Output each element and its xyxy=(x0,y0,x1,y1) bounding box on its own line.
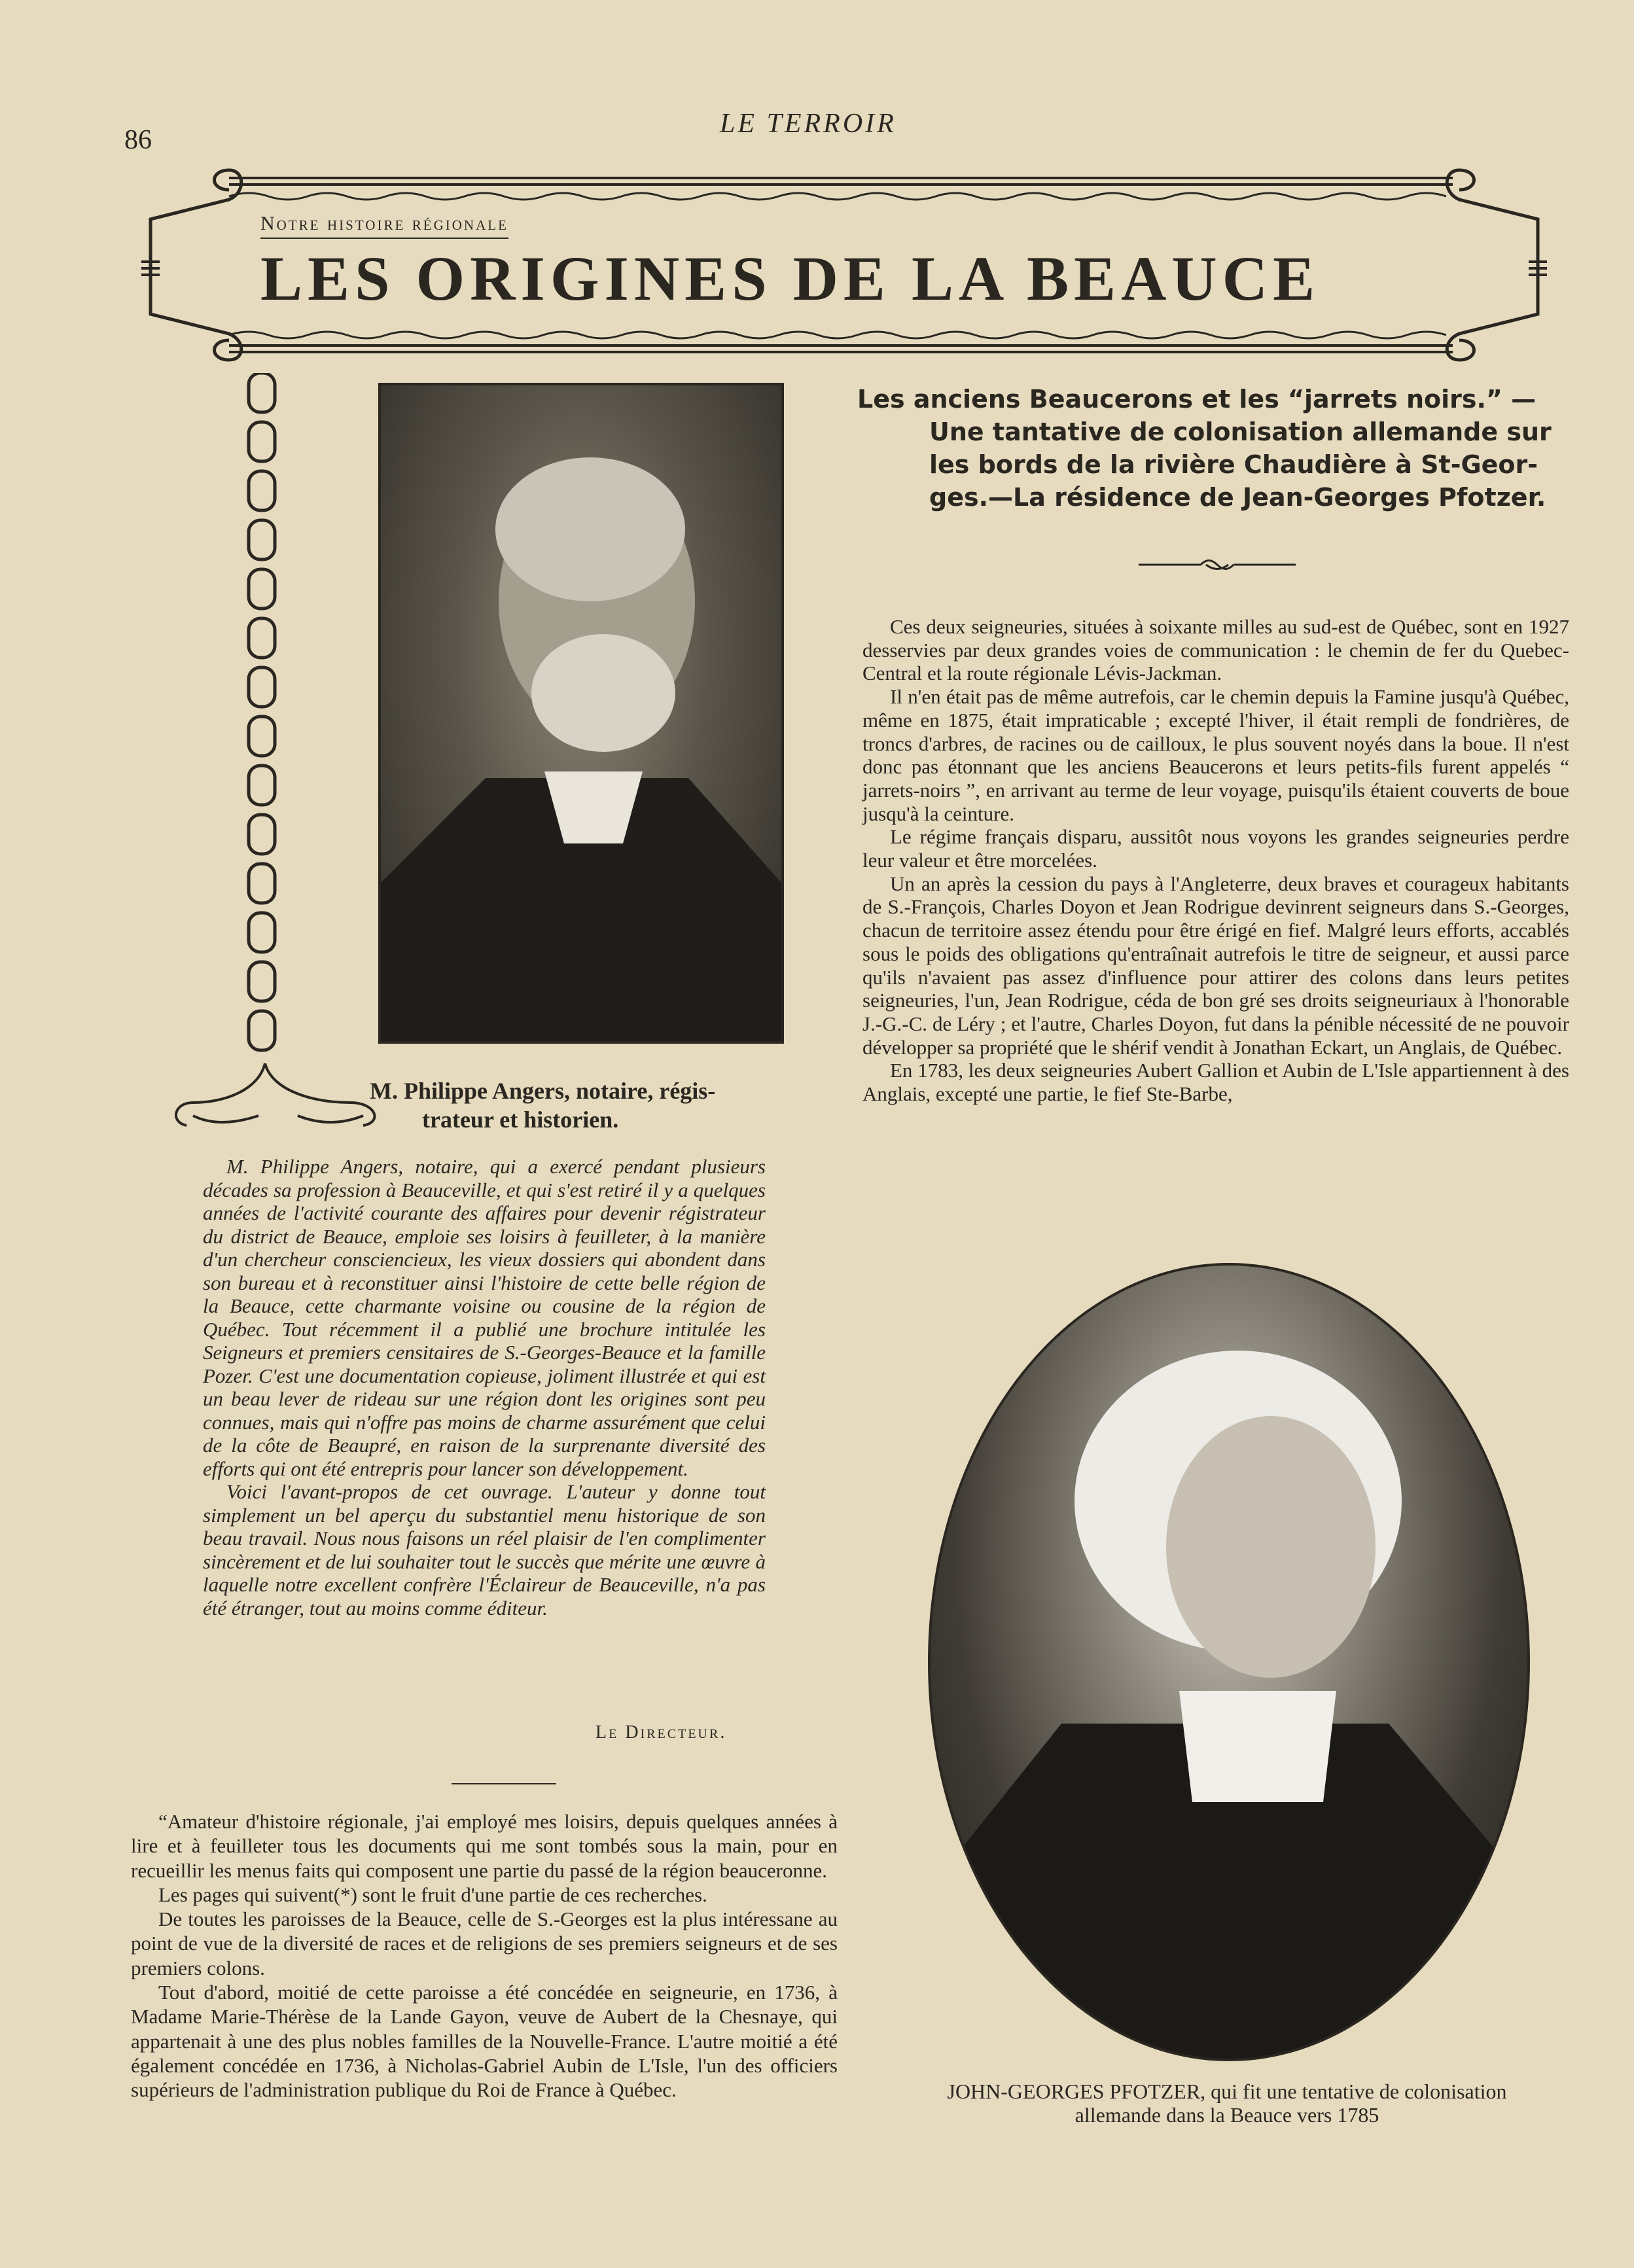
section-divider xyxy=(452,1783,556,1784)
corner-flourish xyxy=(167,1063,402,1135)
body-column-right xyxy=(862,615,1569,1106)
body-paragraph: De toutes les paroisses de la Beauce, celle de S.-Georges est la plus intéressane au point de vue de la diversité de races et de religions de ses premiers seigneurs et de ses premiers colons. xyxy=(131,1907,838,1979)
body-paragraph: En 1783, les deux seigneuries Aubert Gallion et Aubin de L'Isle appartiennent à des Anglais, excepté une partie, le fief Ste-Barbe, xyxy=(862,1059,1569,1106)
editor-signature: Le Directeur. xyxy=(595,1722,727,1743)
body-paragraph: Le régime français disparu, aussitôt nous voyons les grandes seigneuries perdre leur valeur et être morcelées. xyxy=(862,825,1569,872)
subtitle-line: Une tantative de colonisation allemande sur xyxy=(929,417,1552,446)
portrait1-caption-line1: M. Philippe Angers, notaire, régis- xyxy=(370,1078,716,1104)
article-title: LES ORIGINES DE LA BEAUCE xyxy=(260,243,1321,313)
intro-paragraph: M. Philippe Angers, notaire, qui a exercé pendant plusieurs décades sa profession à Beauceville, et qui s'est retiré il y a quelques années de l'activité courante des affaires pour devenir régistrateur du district de Beauce, emploie ses loisirs à feuilleter, à la manière d'un chercheur consciencieux, les vieux dossiers qui abondent dans son bureau et à reconstituer ainsi l'histoire de cette belle région de la Beauce, cette charmante voisine ou cousine de la région de Québec. Tout récemment il a publié une brochure intitulée les Seigneurs et premiers censitaires de S.-Georges-Beauce et la famille Pozer. C'est une documentation copieuse, joliment illustrée et qui est un beau lever de rideau sur une région dont les origines sont peu connues, mais qui n'offre pas moins de charme assurément que celui de la côte de Beaupré, en raison de la surprenante diversité des efforts qui ont été entrepris pour lancer son développement. xyxy=(203,1155,766,1480)
body-paragraph: Il n'en était pas de même autrefois, car le chemin depuis la Famine jusqu'à Québec, même en 1875, était impraticable ; excepté l'hiver, il était rempli de fondrières, de troncs d'arbres, de racines ou de cailloux, le plus souvent noyés dans la boue. Il n'est donc pas étonnant que les anciens Beaucerons et leurs petits-fils furent appelés “ jarrets-noirs ”, en arrivant au terme de leur voyage, puisqu'ils étaient couverts de boue jusqu'à la ceinture. xyxy=(862,685,1569,825)
body-column-left xyxy=(131,1809,838,2102)
portrait-silhouette xyxy=(381,385,781,1041)
divider-ornament xyxy=(1135,556,1299,573)
article-subtitle xyxy=(857,383,1564,514)
running-head: LE TERROIR xyxy=(720,109,897,139)
chain-ornament xyxy=(242,373,281,1093)
subtitle-line: les bords de la rivière Chaudière à St-Geor- xyxy=(929,450,1538,479)
section-kicker: Notre histoire régionale xyxy=(260,213,508,239)
page-number: 86 xyxy=(124,125,152,155)
portrait-john-georges-pfotzer xyxy=(928,1263,1530,2061)
portrait1-caption xyxy=(370,1076,789,1134)
body-paragraph: Ces deux seigneuries, situées à soixante milles au sud-est de Québec, sont en 1927 desservies par deux grandes voies de communication : le chemin de fer du Quebec-Central et la route régionale Lévis-Jackman. xyxy=(862,615,1569,685)
body-paragraph: Les pages qui suivent(*) sont le fruit d'une partie de ces recherches. xyxy=(158,1883,707,1906)
intro-paragraph: Voici l'avant-propos de cet ouvrage. L'auteur y donne tout simplement un bel aperçu du substantiel menu historique de son beau travail. Nous nous faisons un réel plaisir de l'en complimenter sincèrement et de lui souhaiter tout le succès que mérite une œuvre à laquelle notre excellent confrère l'Éclaireur de Beauceville, n'a pas été étranger, tout au moins comme éditeur. xyxy=(203,1480,766,1620)
portrait2-caption xyxy=(870,2080,1584,2127)
body-paragraph: “Amateur d'histoire régionale, j'ai employé mes loisirs, depuis quelques années à lire et à feuilleter tous les documents qui me sont tombés sous la main, pour en recueillir les menus faits qui composent une partie du passé de la région beauceronne. xyxy=(131,1810,838,1882)
subtitle-line: Les anciens Beaucerons et les “jarrets noirs.” — xyxy=(857,385,1536,414)
editor-introduction xyxy=(203,1155,766,1620)
portrait-philippe-angers xyxy=(378,383,784,1044)
body-paragraph: Tout d'abord, moitié de cette paroisse a été concédée en seigneurie, en 1736, à Madame Marie-Thérèse de la Lande Gayon, veuve de Aubert de la Chesnaye, qui appartenait à une des plus nobles familles de la Nouvelle-France. L'autre moitié a été également concédée en 1736, à Nicholas-Gabriel Aubin de L'Isle, l'un des officiers supérieurs de l'administration publique du Roi de France à Québec. xyxy=(131,1981,838,2102)
subtitle-line: ges.—La résidence de Jean-Georges Pfotzer. xyxy=(929,483,1546,512)
body-paragraph: Un an après la cession du pays à l'Angleterre, deux braves et courageux habitants de S.-François, Charles Doyon et Jean Rodrigue devinrent seigneurs dans S.-Georges, chacun de territoire assez étendu pour être érigé en fief. Malgré leurs efforts, accablés sous le poids des obligations qu'entraînait autrefois le titre de seigneur, et aussi parce qu'ils n'avaient pas assez d'influence pour attirer des colons dans leurs petites seigneuries, l'un, Jean Rodrigue, céda de bon gré ses droits seigneuriaux à l'honorable J.-G.-C. de Léry ; et l'autre, Charles Doyon, fut dans la pénible nécessité de ne pouvoir développer sa propriété que le shérif vendit à Jonathan Eckart, un Anglais, de Québec. xyxy=(862,872,1569,1059)
portrait-silhouette xyxy=(931,1266,1527,2059)
portrait1-caption-line2: trateur et historien. xyxy=(422,1107,619,1133)
portrait2-caption-line1: JOHN-GEORGES PFOTZER, qui fit une tentative de colonisation xyxy=(947,2080,1507,2103)
portrait2-caption-line2: allemande dans la Beauce vers 1785 xyxy=(1075,2103,1379,2127)
